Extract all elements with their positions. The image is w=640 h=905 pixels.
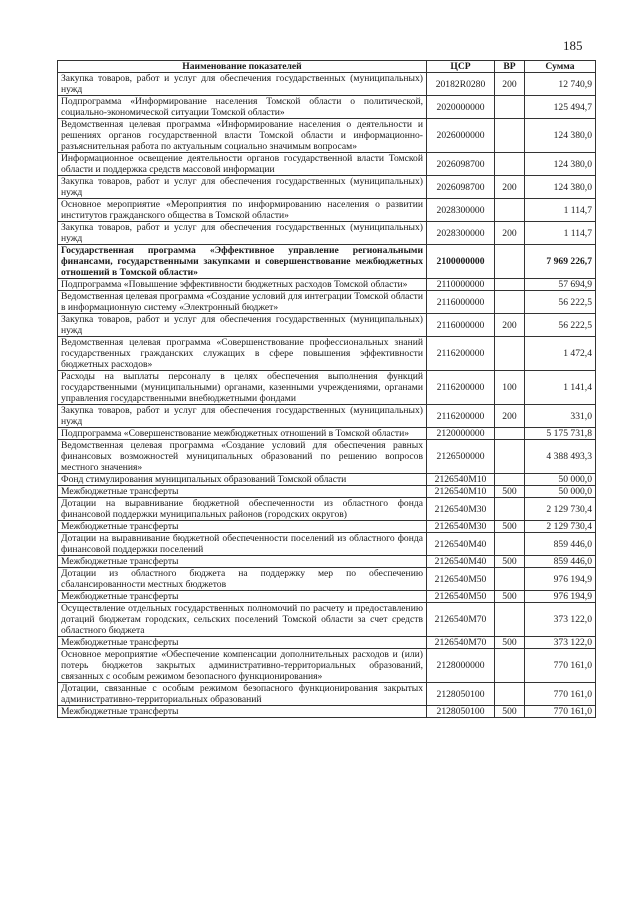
row-sum-cell: 56 222,5 bbox=[525, 291, 596, 314]
row-csr-cell: 2026098700 bbox=[427, 176, 495, 199]
row-vr-cell bbox=[495, 603, 525, 637]
row-sum-cell: 1 472,4 bbox=[525, 337, 596, 371]
row-sum-cell: 373 122,0 bbox=[525, 637, 596, 649]
column-header-name: Наименование показателей bbox=[58, 61, 427, 73]
row-csr-cell: 2120000000 bbox=[427, 428, 495, 440]
column-header-csr: ЦСР bbox=[427, 61, 495, 73]
row-sum-cell: 859 446,0 bbox=[525, 556, 596, 568]
table-row bbox=[58, 428, 596, 440]
row-vr-cell: 200 bbox=[495, 314, 525, 337]
row-name-cell: Основное мероприятие «Обеспечение компенсации дополнительных расходов и (или) потерь бюджетов закрытых административно-территориальных образований, связанных с особым режимом безопасного функционирования» bbox=[58, 649, 427, 683]
row-name-cell: Государственная программа «Эффективное управление региональными финансами, государственными закупками и совершенствование межбюджетных отношений в Томской области» bbox=[58, 245, 427, 279]
row-name-cell: Дотации, связанные с особым режимом безопасного функционирования закрытых административно-территориальных образований bbox=[58, 683, 427, 706]
row-vr-cell bbox=[495, 649, 525, 683]
table-row bbox=[58, 603, 596, 637]
row-vr-cell bbox=[495, 428, 525, 440]
row-name-cell: Межбюджетные трансферты bbox=[58, 637, 427, 649]
row-sum-cell: 976 194,9 bbox=[525, 591, 596, 603]
row-vr-cell bbox=[495, 498, 525, 521]
table-body bbox=[58, 73, 596, 718]
row-sum-cell: 5 175 731,8 bbox=[525, 428, 596, 440]
row-vr-cell: 200 bbox=[495, 176, 525, 199]
row-name-cell: Расходы на выплаты персоналу в целях обеспечения выполнения функций государственными (муниципальными) органами, казенными учреждениями, органами управления государственными внебюджетными фондами bbox=[58, 371, 427, 405]
row-name-cell: Закупка товаров, работ и услуг для обеспечения государственных (муниципальных) нужд bbox=[58, 405, 427, 428]
table-row bbox=[58, 556, 596, 568]
row-csr-cell: 2126540M70 bbox=[427, 603, 495, 637]
row-name-cell: Фонд стимулирования муниципальных образований Томской области bbox=[58, 474, 427, 486]
table-row bbox=[58, 153, 596, 176]
table-row bbox=[58, 637, 596, 649]
row-vr-cell: 500 bbox=[495, 521, 525, 533]
row-sum-cell: 124 380,0 bbox=[525, 119, 596, 153]
table-row bbox=[58, 649, 596, 683]
row-vr-cell: 500 bbox=[495, 706, 525, 718]
row-sum-cell: 1 141,4 bbox=[525, 371, 596, 405]
row-csr-cell: 2110000000 bbox=[427, 279, 495, 291]
row-csr-cell: 2026098700 bbox=[427, 153, 495, 176]
row-vr-cell bbox=[495, 199, 525, 222]
row-sum-cell: 124 380,0 bbox=[525, 176, 596, 199]
row-vr-cell: 200 bbox=[495, 405, 525, 428]
row-sum-cell: 331,0 bbox=[525, 405, 596, 428]
row-name-cell: Ведомственная целевая программа «Совершенствование профессиональных знаний государственных гражданских служащих в сфере повышения эффективности бюджетных расходов» bbox=[58, 337, 427, 371]
table-row bbox=[58, 337, 596, 371]
table-row bbox=[58, 199, 596, 222]
row-sum-cell: 50 000,0 bbox=[525, 486, 596, 498]
row-name-cell: Информационное освещение деятельности органов государственной власти Томской области и поддержка средств массовой информации bbox=[58, 153, 427, 176]
row-csr-cell: 2126540M40 bbox=[427, 556, 495, 568]
table-header-row bbox=[58, 61, 596, 73]
row-vr-cell bbox=[495, 245, 525, 279]
row-vr-cell bbox=[495, 683, 525, 706]
row-sum-cell: 56 222,5 bbox=[525, 314, 596, 337]
row-name-cell: Подпрограмма «Совершенствование межбюджетных отношений в Томской области» bbox=[58, 428, 427, 440]
row-sum-cell: 12 740,9 bbox=[525, 73, 596, 96]
row-csr-cell: 2028300000 bbox=[427, 199, 495, 222]
row-csr-cell: 2126540M10 bbox=[427, 486, 495, 498]
row-vr-cell: 200 bbox=[495, 73, 525, 96]
row-name-cell: Подпрограмма «Информирование населения Томской области о политической, социально-экономической ситуации Томской области» bbox=[58, 96, 427, 119]
row-sum-cell: 50 000,0 bbox=[525, 474, 596, 486]
row-csr-cell: 2116200000 bbox=[427, 337, 495, 371]
row-sum-cell: 770 161,0 bbox=[525, 706, 596, 718]
row-sum-cell: 770 161,0 bbox=[525, 649, 596, 683]
page-number: 185 bbox=[563, 38, 583, 53]
row-vr-cell: 200 bbox=[495, 222, 525, 245]
row-csr-cell: 2126540M30 bbox=[427, 521, 495, 533]
table-row bbox=[58, 245, 596, 279]
row-vr-cell bbox=[495, 291, 525, 314]
table-row bbox=[58, 96, 596, 119]
row-sum-cell: 373 122,0 bbox=[525, 603, 596, 637]
table-row bbox=[58, 291, 596, 314]
row-csr-cell: 2126540M10 bbox=[427, 474, 495, 486]
row-csr-cell: 2100000000 bbox=[427, 245, 495, 279]
row-vr-cell bbox=[495, 96, 525, 119]
table-row bbox=[58, 279, 596, 291]
row-csr-cell: 2028300000 bbox=[427, 222, 495, 245]
row-name-cell: Ведомственная целевая программа «Создание условий для интеграции Томской области в информационную систему «Электронный бюджет» bbox=[58, 291, 427, 314]
row-sum-cell: 859 446,0 bbox=[525, 533, 596, 556]
row-csr-cell: 2128000000 bbox=[427, 649, 495, 683]
row-vr-cell bbox=[495, 533, 525, 556]
row-name-cell: Основное мероприятие «Мероприятия по информированию населения о развитии институтов гражданского общества в Томской области» bbox=[58, 199, 427, 222]
row-csr-cell: 2126540M30 bbox=[427, 498, 495, 521]
row-sum-cell: 976 194,9 bbox=[525, 568, 596, 591]
row-name-cell: Межбюджетные трансферты bbox=[58, 556, 427, 568]
table-row bbox=[58, 486, 596, 498]
row-csr-cell: 2126540M40 bbox=[427, 533, 495, 556]
row-name-cell: Межбюджетные трансферты bbox=[58, 486, 427, 498]
row-vr-cell bbox=[495, 568, 525, 591]
row-name-cell: Подпрограмма «Повышение эффективности бюджетных расходов Томской области» bbox=[58, 279, 427, 291]
row-csr-cell: 20182R0280 bbox=[427, 73, 495, 96]
table-row bbox=[58, 405, 596, 428]
row-name-cell: Дотации на выравнивание бюджетной обеспеченности из областного фонда финансовой поддержки муниципальных районов (городских округов) bbox=[58, 498, 427, 521]
row-sum-cell: 770 161,0 bbox=[525, 683, 596, 706]
row-sum-cell: 1 114,7 bbox=[525, 222, 596, 245]
table-row bbox=[58, 591, 596, 603]
row-vr-cell: 500 bbox=[495, 556, 525, 568]
row-sum-cell: 4 388 493,3 bbox=[525, 440, 596, 474]
row-sum-cell: 125 494,7 bbox=[525, 96, 596, 119]
table-row bbox=[58, 568, 596, 591]
row-csr-cell: 2026000000 bbox=[427, 119, 495, 153]
row-name-cell: Закупка товаров, работ и услуг для обеспечения государственных (муниципальных) нужд bbox=[58, 73, 427, 96]
row-sum-cell: 1 114,7 bbox=[525, 199, 596, 222]
row-csr-cell: 2020000000 bbox=[427, 96, 495, 119]
row-vr-cell: 500 bbox=[495, 637, 525, 649]
row-name-cell: Межбюджетные трансферты bbox=[58, 591, 427, 603]
row-csr-cell: 2126540M50 bbox=[427, 568, 495, 591]
row-vr-cell bbox=[495, 279, 525, 291]
table-row bbox=[58, 222, 596, 245]
table-row bbox=[58, 533, 596, 556]
row-name-cell: Закупка товаров, работ и услуг для обеспечения государственных (муниципальных) нужд bbox=[58, 176, 427, 199]
table-row bbox=[58, 73, 596, 96]
row-name-cell: Ведомственная целевая программа «Информирование населения о деятельности и решениях органов государственной власти Томской области и информационно-разъяснительная работа по актуальным социально значимым вопросам» bbox=[58, 119, 427, 153]
row-vr-cell: 500 bbox=[495, 486, 525, 498]
row-csr-cell: 2128050100 bbox=[427, 706, 495, 718]
row-name-cell: Дотации из областного бюджета на поддержку мер по обеспечению сбалансированности местных бюджетов bbox=[58, 568, 427, 591]
row-name-cell: Межбюджетные трансферты bbox=[58, 706, 427, 718]
row-sum-cell: 124 380,0 bbox=[525, 153, 596, 176]
row-vr-cell bbox=[495, 153, 525, 176]
row-csr-cell: 2116200000 bbox=[427, 405, 495, 428]
table-row bbox=[58, 176, 596, 199]
row-csr-cell: 2128050100 bbox=[427, 683, 495, 706]
row-name-cell: Закупка товаров, работ и услуг для обеспечения государственных (муниципальных) нужд bbox=[58, 222, 427, 245]
row-csr-cell: 2126540M50 bbox=[427, 591, 495, 603]
row-sum-cell: 2 129 730,4 bbox=[525, 498, 596, 521]
table-row bbox=[58, 371, 596, 405]
row-vr-cell bbox=[495, 474, 525, 486]
row-sum-cell: 2 129 730,4 bbox=[525, 521, 596, 533]
table-row bbox=[58, 683, 596, 706]
column-header-vr: ВР bbox=[495, 61, 525, 73]
row-csr-cell: 2116200000 bbox=[427, 371, 495, 405]
row-csr-cell: 2126540M70 bbox=[427, 637, 495, 649]
row-vr-cell: 100 bbox=[495, 371, 525, 405]
row-sum-cell: 7 969 226,7 bbox=[525, 245, 596, 279]
table-row bbox=[58, 521, 596, 533]
row-name-cell: Дотации на выравнивание бюджетной обеспеченности поселений из областного фонда финансовой поддержки поселений bbox=[58, 533, 427, 556]
budget-table bbox=[57, 60, 596, 718]
row-sum-cell: 57 694,9 bbox=[525, 279, 596, 291]
row-name-cell: Осуществление отдельных государственных полномочий по расчету и предоставлению дотаций бюджетам городских, сельских поселений Томской области за счет средств областного бюджета bbox=[58, 603, 427, 637]
row-csr-cell: 2126500000 bbox=[427, 440, 495, 474]
table-row bbox=[58, 474, 596, 486]
table-row bbox=[58, 314, 596, 337]
row-vr-cell bbox=[495, 119, 525, 153]
row-vr-cell: 500 bbox=[495, 591, 525, 603]
row-vr-cell bbox=[495, 337, 525, 371]
row-csr-cell: 2116000000 bbox=[427, 291, 495, 314]
row-name-cell: Закупка товаров, работ и услуг для обеспечения государственных (муниципальных) нужд bbox=[58, 314, 427, 337]
column-header-sum: Сумма bbox=[525, 61, 596, 73]
table-row bbox=[58, 119, 596, 153]
row-csr-cell: 2116000000 bbox=[427, 314, 495, 337]
table-row bbox=[58, 440, 596, 474]
row-name-cell: Межбюджетные трансферты bbox=[58, 521, 427, 533]
row-vr-cell bbox=[495, 440, 525, 474]
table-row bbox=[58, 498, 596, 521]
table-row bbox=[58, 706, 596, 718]
row-name-cell: Ведомственная целевая программа «Создание условий для обеспечения равных финансовых возможностей муниципальных образований по решению вопросов местного значения» bbox=[58, 440, 427, 474]
